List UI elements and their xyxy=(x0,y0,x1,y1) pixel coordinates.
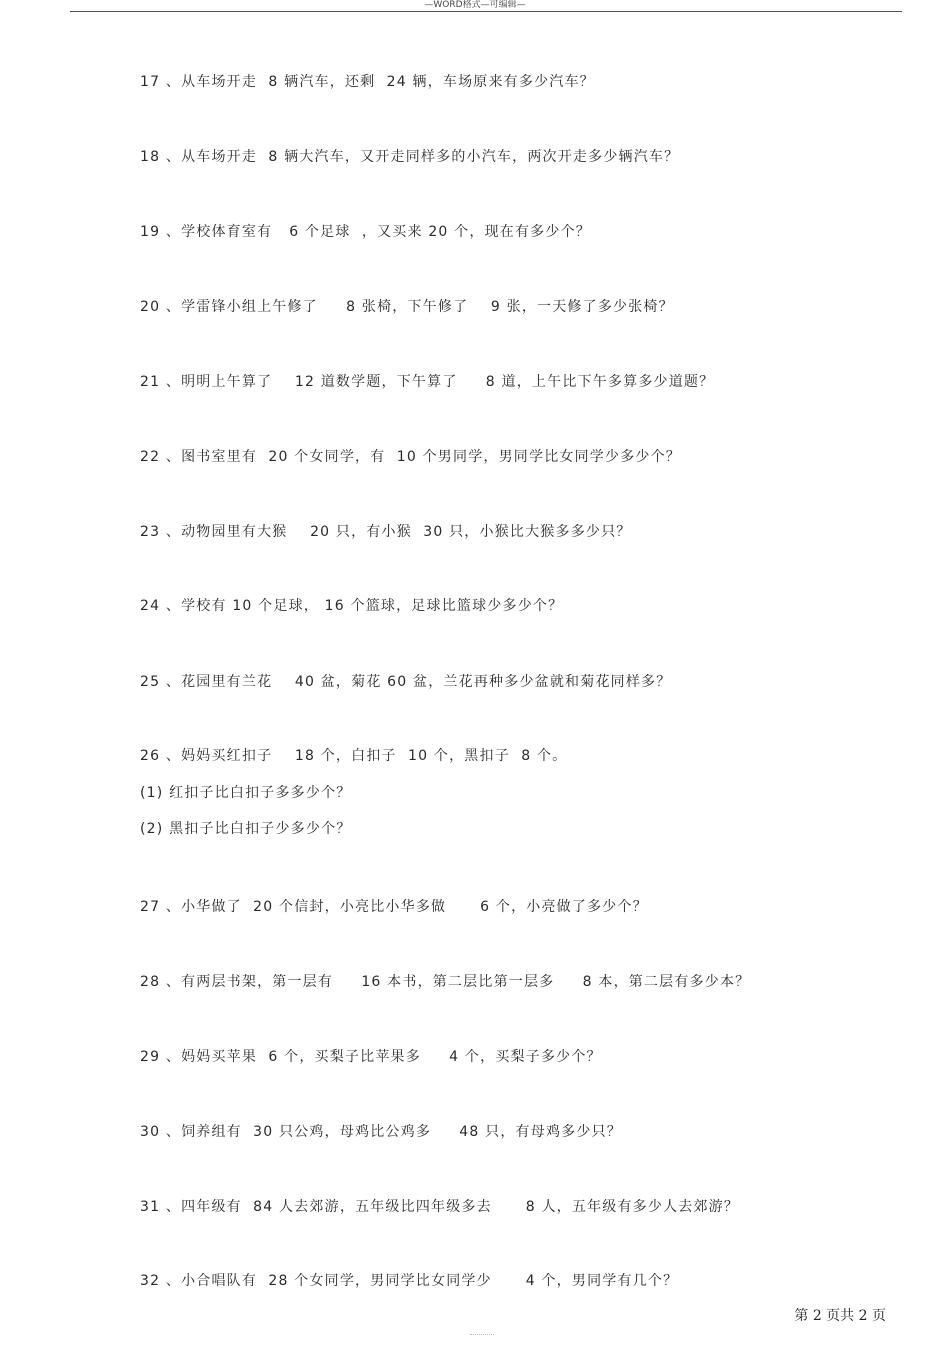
question-17: 17 、从车场开走 8 辆汽车，还剩 24 辆，车场原来有多少汽车？ xyxy=(140,74,595,90)
header-rule xyxy=(70,11,902,12)
question-20: 20 、学雷锋小组上午修了 8 张椅，下午修了 9 张，一天修了多少张椅？ xyxy=(140,299,674,315)
question-21: 21 、明明上午算了 12 道数学题，下午算了 8 道，上午比下午多算多少道题？ xyxy=(140,374,715,390)
question-28: 28 、有两层书架，第一层有 16 本书，第二层比第一层多 8 本，第二层有多少本？ xyxy=(140,974,751,990)
question-29: 29 、妈妈买苹果 6 个，买梨子比苹果多 4 个，买梨子多少个？ xyxy=(140,1049,602,1065)
question-27: 27 、小华做了 20 个信封，小亮比小华多做 6 个，小亮做了多少个？ xyxy=(140,899,648,915)
question-26: 26 、妈妈买红扣子 18 个，白扣子 10 个，黑扣子 8 个。 xyxy=(140,748,568,764)
page-number: 第 2 页共 2 页 xyxy=(794,1308,886,1324)
question-18: 18 、从车场开走 8 辆大汽车，又开走同样多的小汽车，两次开走多少辆汽车？ xyxy=(140,149,680,165)
question-24: 24 、学校有 10 个足球， 16 个篮球，足球比篮球少多少个？ xyxy=(140,598,564,614)
question-30: 30 、饲养组有 30 只公鸡，母鸡比公鸡多 48 只，有母鸡多少只？ xyxy=(140,1124,622,1140)
question-26-sub-2: (2) 黑扣子比白扣子少多少个？ xyxy=(140,821,352,837)
question-23: 23 、动物园里有大猴 20 只，有小猴 30 只，小猴比大猴多多少只？ xyxy=(140,524,632,540)
page-header: —WORD格式—可编辑— xyxy=(424,0,526,10)
footer-divider xyxy=(470,1334,494,1335)
question-32: 32 、小合唱队有 28 个女同学，男同学比女同学少 4 个，男同学有几个？ xyxy=(140,1273,679,1289)
question-31: 31 、四年级有 84 人去郊游，五年级比四年级多去 8 人，五年级有多少人去郊游？ xyxy=(140,1199,740,1215)
question-22: 22 、图书室里有 20 个女同学，有 10 个男同学，男同学比女同学少多少个？ xyxy=(140,449,681,465)
question-25: 25 、花园里有兰花 40 盆，菊花 60 盆，兰花再种多少盆就和菊花同样多？ xyxy=(140,674,672,690)
question-26-sub-1: (1) 红扣子比白扣子多多少个？ xyxy=(140,785,352,801)
question-19: 19 、学校体育室有 6 个足球 ，又买来 20 个，现在有多少个？ xyxy=(140,224,591,240)
